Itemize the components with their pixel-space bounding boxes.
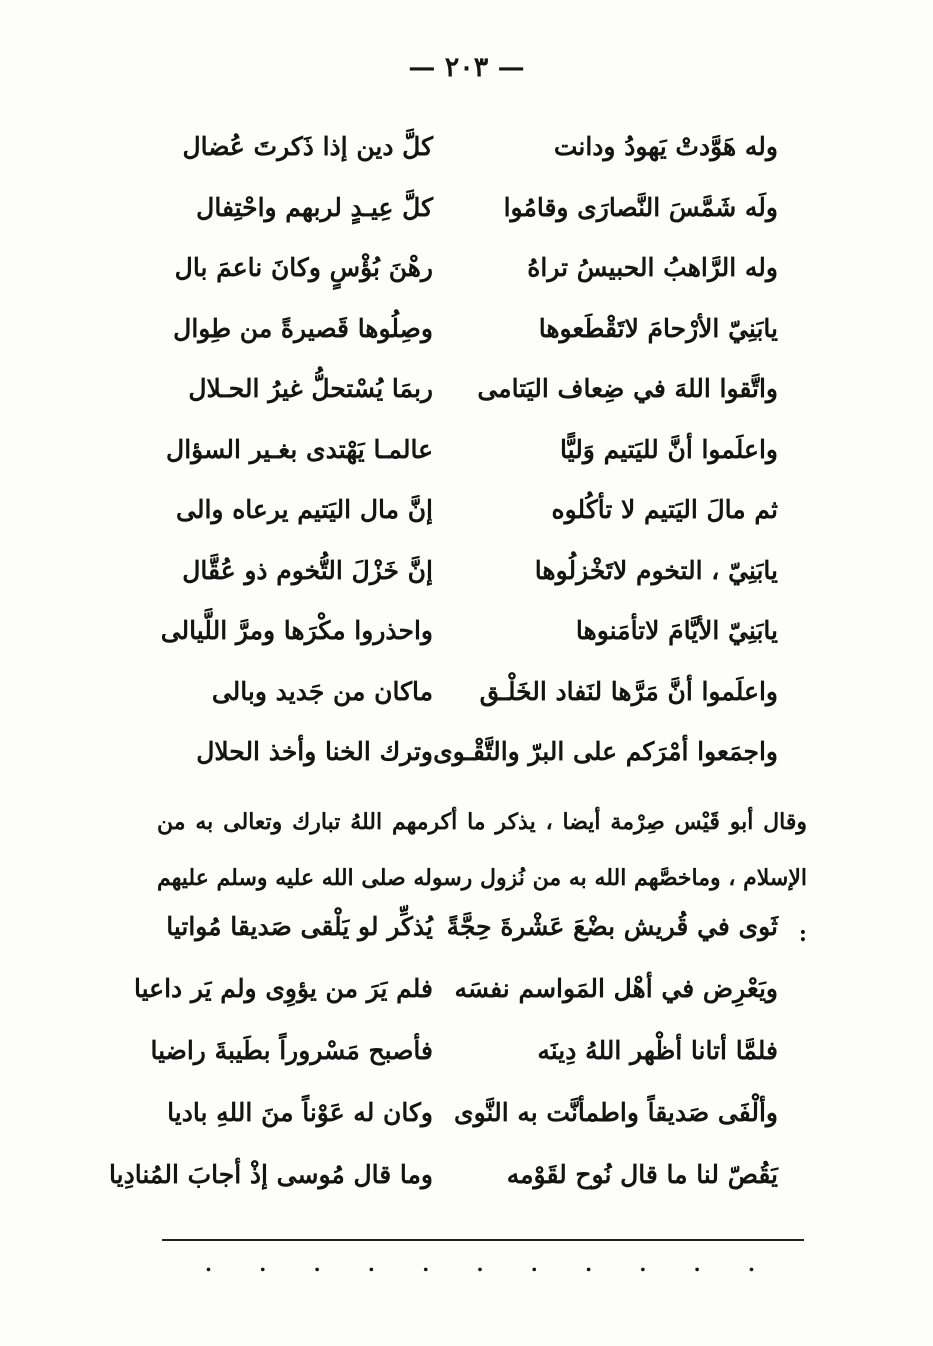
second-hemistich: كلَّ دين إذا ذَكرتَ عُضال <box>182 132 433 161</box>
verse-line <box>0 727 933 788</box>
verse-line <box>0 1026 933 1088</box>
second-hemistich: إنَّ مال اليَتيم يرعاه والى <box>176 495 433 524</box>
first-hemistich: وله الرَّاهبُ الحبيسُ تراهُ <box>527 253 778 282</box>
second-hemistich: ماكان من جَديد وبالى <box>211 676 433 706</box>
first-hemistich: ثَوى في قُريش بضْعَ عَشْرةَ حِجَّةً <box>446 912 778 941</box>
second-hemistich: كلَّ عِيـدٍ لربهم واحْتِفال <box>196 192 433 222</box>
second-hemistich: فأصبح مَسْروراً بطَيبةَ راضيا <box>150 1036 433 1065</box>
first-hemistich: واتَّقوا اللهَ في ضِعاف اليَتامى <box>477 374 778 403</box>
first-hemistich: وله هَوَّدتْ يَهودُ ودانت <box>553 132 778 161</box>
second-hemistich: ربمَا يُسْتحلُّ غيرُ الحـلال <box>188 374 433 403</box>
first-hemistich: وألْفَى صَديقاً واطمأنَّت به النَّوى <box>454 1098 778 1127</box>
footer-dots <box>205 1252 755 1276</box>
footer-dot: . <box>639 1252 647 1276</box>
verse-line <box>0 122 933 183</box>
verse-line <box>0 425 933 486</box>
verse-line <box>0 364 933 425</box>
first-hemistich: فلمَّا أتانا أظْهر اللهُ دِينَه <box>537 1036 778 1065</box>
footer-dot: . <box>422 1252 430 1276</box>
first-hemistich: واجمَعوا أمْرَكم على البرّ والتَّقْـوى <box>433 737 778 766</box>
second-hemistich: يُذكِّر لو يَلْقى صَديقا مُواتيا <box>166 912 433 941</box>
first-hemistich: واعلَموا أنَّ مَرَّها لنَفاد الخَلْـق <box>479 676 778 706</box>
footer-dot: . <box>259 1252 267 1276</box>
first-hemistich: ويَعْرِض في أهْل المَواسم نفسَه <box>454 974 778 1003</box>
verse-line <box>0 183 933 244</box>
verse-line <box>0 243 933 304</box>
second-poem <box>0 902 933 1212</box>
second-hemistich: فلم يَرَ من يؤوِى ولم يَر داعيا <box>133 974 433 1003</box>
footer-dot: . <box>476 1252 484 1276</box>
footer-dot: . <box>367 1252 375 1276</box>
second-hemistich: رهْنَ بُؤْسٍ وكانَ ناعمَ بال <box>174 253 433 282</box>
second-hemistich: عالمـا يَهْتدى بغـير السؤال <box>166 434 433 464</box>
footer-dot: . <box>693 1252 701 1276</box>
second-hemistich: وما قال مُوسى إذْ أجابَ المُنادِيا <box>109 1160 433 1189</box>
first-hemistich: ثم مالَ اليَتيم لا تأكُلوه <box>551 495 778 524</box>
footer-dot: . <box>747 1252 755 1276</box>
footer-dot: . <box>585 1252 593 1276</box>
first-hemistich: واعلَموا أنَّ لليَتيم وَليًّا <box>560 434 778 464</box>
first-hemistich: يابَنِيّ الأيَّامَ لاتأمَنوها <box>575 616 778 645</box>
verse-line <box>0 606 933 667</box>
verse-line <box>0 1088 933 1150</box>
verse-line <box>0 485 933 546</box>
second-hemistich: وصِلُوها قَصيرةً من طِوال <box>173 313 433 343</box>
verse-line <box>0 1150 933 1212</box>
prose-paragraph: وقال أبو قَيْس صِرْمة أيضا ، يذكر ما أكرمهم اللهُ تبارك وتعالى به من الإسلام ، وماخصَّهم الله به من نُزول رسوله صلى الله عليه وسلم عليهم : <box>157 809 807 947</box>
footer-rule <box>162 1239 804 1241</box>
first-hemistich: ولَه شَمَّسَ النَّصارَى وقامُوا <box>503 192 778 222</box>
page-number: — ٢٠٣ — <box>408 52 525 83</box>
footer-dot: . <box>313 1252 321 1276</box>
first-hemistich: يابَنِيّ الأرْحامَ لاتَقْطَعوها <box>538 313 778 343</box>
first-poem <box>0 122 933 788</box>
verse-line <box>0 546 933 607</box>
second-hemistich: إنَّ خَزْلَ التُّخوم ذو عُقَّال <box>182 555 433 585</box>
verse-line <box>0 902 933 964</box>
verse-line <box>0 304 933 365</box>
second-hemistich: وترك الخنا وأخذ الحلال <box>196 737 433 766</box>
verse-line <box>0 667 933 728</box>
second-hemistich: وكان له عَوْناً منَ اللهِ باديا <box>167 1098 433 1127</box>
footer-dot: . <box>205 1252 212 1276</box>
first-hemistich: يابَنِيّ ، التخوم لاتَخْزلُوها <box>534 555 778 585</box>
verse-line <box>0 964 933 1026</box>
second-hemistich: واحذروا مكْرَها ومرَّ اللَّيالى <box>160 616 433 645</box>
footer-dot: . <box>530 1252 538 1276</box>
first-hemistich: يَقُصّ لنا ما قال نُوح لقَوْمه <box>506 1160 778 1189</box>
